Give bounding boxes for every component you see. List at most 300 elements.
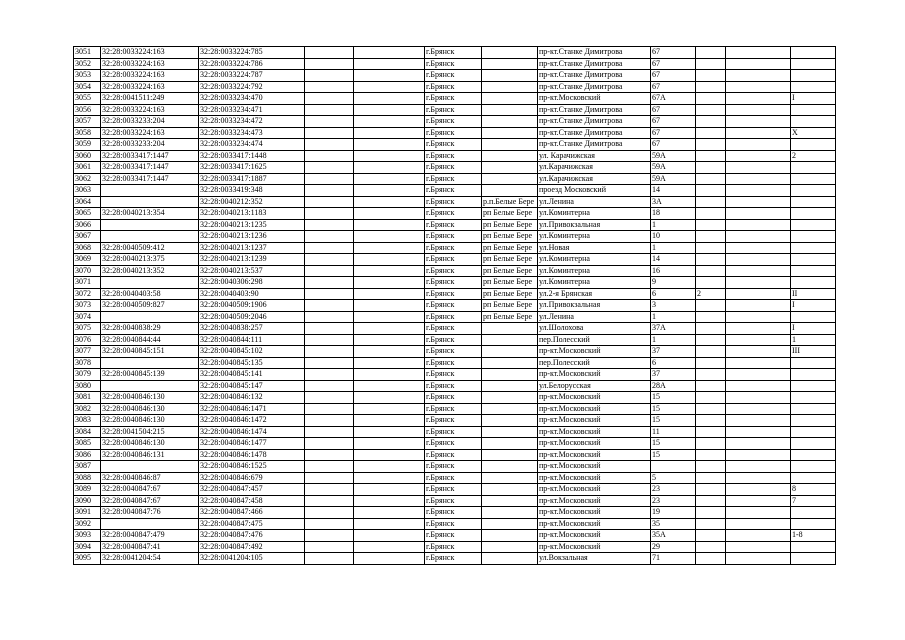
- cell-flat: III: [791, 346, 836, 358]
- cell-city: г.Брянск: [425, 254, 482, 266]
- cell-num: 3054: [74, 81, 101, 93]
- table-row: [74, 472, 836, 484]
- cell-cadastral: 32:28:0040213:1237: [199, 242, 305, 254]
- cell-parent: 32:28:0040847:67: [101, 484, 199, 496]
- cell-num: 3071: [74, 277, 101, 289]
- cell-cadastral: 32:28:0040845:135: [199, 357, 305, 369]
- cell-c5: [354, 380, 425, 392]
- cell-c11: [726, 426, 791, 438]
- table-row: [74, 323, 836, 335]
- cell-cadastral: 32:28:0040846:679: [199, 472, 305, 484]
- table-row: [74, 93, 836, 105]
- cell-cadastral: 32:28:0040847:476: [199, 530, 305, 542]
- cell-c4: [305, 150, 354, 162]
- cell-city: г.Брянск: [425, 70, 482, 82]
- cell-parent: 32:28:0040846:87: [101, 472, 199, 484]
- cell-c10: [696, 311, 726, 323]
- cell-c4: [305, 426, 354, 438]
- cell-city: г.Брянск: [425, 58, 482, 70]
- table-row: [74, 311, 836, 323]
- cell-city: г.Брянск: [425, 242, 482, 254]
- cell-c11: [726, 403, 791, 415]
- cell-num: 3076: [74, 334, 101, 346]
- cell-c10: [696, 162, 726, 174]
- cell-house: 35А: [651, 530, 696, 542]
- cell-c11: [726, 415, 791, 427]
- cell-c5: [354, 277, 425, 289]
- cell-c5: [354, 346, 425, 358]
- cell-locality: [482, 461, 538, 473]
- cell-locality: [482, 484, 538, 496]
- cell-c4: [305, 334, 354, 346]
- cell-parent: 32:28:0033224:163: [101, 81, 199, 93]
- cell-c10: [696, 484, 726, 496]
- cell-locality: р.п.Белые Бере: [482, 196, 538, 208]
- cell-c10: [696, 357, 726, 369]
- cell-cadastral: 32:28:0033419:348: [199, 185, 305, 197]
- cell-house: 29: [651, 541, 696, 553]
- cell-c4: [305, 219, 354, 231]
- cell-locality: [482, 507, 538, 519]
- cell-c10: [696, 323, 726, 335]
- table-row: [74, 438, 836, 450]
- table-row: [74, 357, 836, 369]
- cell-flat: [791, 47, 836, 59]
- cell-c11: [726, 93, 791, 105]
- cell-cadastral: 32:28:0040844:111: [199, 334, 305, 346]
- cell-c10: [696, 507, 726, 519]
- cell-c11: [726, 392, 791, 404]
- cell-c11: [726, 277, 791, 289]
- cell-c5: [354, 541, 425, 553]
- table-row: [74, 288, 836, 300]
- cell-city: г.Брянск: [425, 334, 482, 346]
- cell-c10: [696, 242, 726, 254]
- cell-city: г.Брянск: [425, 484, 482, 496]
- cell-c5: [354, 58, 425, 70]
- cell-house: 59А: [651, 173, 696, 185]
- cell-cadastral: 32:28:0033224:792: [199, 81, 305, 93]
- cell-city: г.Брянск: [425, 357, 482, 369]
- cell-parent: 32:28:0041511:249: [101, 93, 199, 105]
- cell-house: 59А: [651, 162, 696, 174]
- cell-cadastral: 32:28:0033234:472: [199, 116, 305, 128]
- cell-c11: [726, 116, 791, 128]
- cell-c10: [696, 403, 726, 415]
- cell-cadastral: 32:28:0040213:1183: [199, 208, 305, 220]
- cell-cadastral: 32:28:0040846:132: [199, 392, 305, 404]
- cell-street: пр-кт.Московский: [538, 93, 651, 105]
- cell-c4: [305, 541, 354, 553]
- table-row: [74, 334, 836, 346]
- cell-c10: [696, 196, 726, 208]
- cell-city: г.Брянск: [425, 403, 482, 415]
- cell-c5: [354, 507, 425, 519]
- cell-c4: [305, 518, 354, 530]
- cell-c4: [305, 380, 354, 392]
- cell-flat: [791, 311, 836, 323]
- cell-num: 3069: [74, 254, 101, 266]
- cell-c5: [354, 461, 425, 473]
- cell-c11: [726, 346, 791, 358]
- cell-c4: [305, 461, 354, 473]
- cell-flat: II: [791, 288, 836, 300]
- cell-parent: [101, 231, 199, 243]
- cell-cadastral: 32:28:0033224:787: [199, 70, 305, 82]
- cell-house: 15: [651, 449, 696, 461]
- cell-locality: рп Белые Бере: [482, 242, 538, 254]
- cell-c10: [696, 472, 726, 484]
- cell-locality: [482, 449, 538, 461]
- cell-num: 3093: [74, 530, 101, 542]
- cell-c11: [726, 484, 791, 496]
- cell-parent: 32:28:0040509:827: [101, 300, 199, 312]
- cell-city: г.Брянск: [425, 277, 482, 289]
- cell-num: 3095: [74, 553, 101, 565]
- cell-locality: [482, 530, 538, 542]
- cell-city: г.Брянск: [425, 380, 482, 392]
- cell-c5: [354, 219, 425, 231]
- cell-parent: 32:28:0040403:58: [101, 288, 199, 300]
- cell-c11: [726, 254, 791, 266]
- cell-c10: [696, 116, 726, 128]
- cell-street: пр-кт.Станке Димитрова: [538, 116, 651, 128]
- cell-c5: [354, 334, 425, 346]
- cell-locality: [482, 472, 538, 484]
- cell-c4: [305, 357, 354, 369]
- cell-flat: [791, 369, 836, 381]
- cell-num: 3082: [74, 403, 101, 415]
- cell-street: проезд Московский: [538, 185, 651, 197]
- table-row: [74, 518, 836, 530]
- cell-parent: 32:28:0040838:29: [101, 323, 199, 335]
- table-row: [74, 495, 836, 507]
- cell-c11: [726, 162, 791, 174]
- cell-street: ул.Коминтерна: [538, 208, 651, 220]
- cell-num: 3070: [74, 265, 101, 277]
- cell-house: 23: [651, 484, 696, 496]
- cell-locality: [482, 81, 538, 93]
- cell-c11: [726, 219, 791, 231]
- cell-num: 3080: [74, 380, 101, 392]
- cell-house: 16: [651, 265, 696, 277]
- cell-num: 3088: [74, 472, 101, 484]
- cell-house: 67: [651, 47, 696, 59]
- cell-locality: рп Белые Бере: [482, 208, 538, 220]
- cell-flat: [791, 403, 836, 415]
- cell-house: 3А: [651, 196, 696, 208]
- cell-c10: 2: [696, 288, 726, 300]
- cell-c10: [696, 334, 726, 346]
- cell-c11: [726, 380, 791, 392]
- cell-c10: [696, 231, 726, 243]
- cell-c5: [354, 242, 425, 254]
- cell-house: 28А: [651, 380, 696, 392]
- cell-locality: [482, 495, 538, 507]
- cell-flat: 1-8: [791, 530, 836, 542]
- cell-street: пр-кт.Московский: [538, 346, 651, 358]
- cell-num: 3061: [74, 162, 101, 174]
- cell-street: пр-кт.Московский: [538, 484, 651, 496]
- cell-house: 1: [651, 242, 696, 254]
- cell-cadastral: 32:28:0040847:458: [199, 495, 305, 507]
- cell-num: 3074: [74, 311, 101, 323]
- cell-street: ул.Вокзальная: [538, 553, 651, 565]
- cell-c11: [726, 58, 791, 70]
- table-row: [74, 277, 836, 289]
- table-row: [74, 185, 836, 197]
- cell-city: г.Брянск: [425, 150, 482, 162]
- cell-flat: I: [791, 93, 836, 105]
- table-row: [74, 231, 836, 243]
- cell-parent: 32:28:0033417:1447: [101, 150, 199, 162]
- cell-cadastral: 32:28:0041204:105: [199, 553, 305, 565]
- cell-num: 3068: [74, 242, 101, 254]
- cell-house: 1: [651, 311, 696, 323]
- cell-c10: [696, 277, 726, 289]
- cell-c11: [726, 288, 791, 300]
- table-row: [74, 208, 836, 220]
- cell-parent: 32:28:0040847:67: [101, 495, 199, 507]
- cell-c10: [696, 553, 726, 565]
- cell-c4: [305, 403, 354, 415]
- cell-num: 3060: [74, 150, 101, 162]
- cell-c4: [305, 530, 354, 542]
- cell-parent: 32:28:0040213:354: [101, 208, 199, 220]
- cell-cadastral: 32:28:0040306:298: [199, 277, 305, 289]
- cell-c11: [726, 104, 791, 116]
- cell-num: 3064: [74, 196, 101, 208]
- cell-cadastral: 32:28:0040213:1235: [199, 219, 305, 231]
- cell-cadastral: 32:28:0040845:102: [199, 346, 305, 358]
- cell-parent: 32:28:0040847:479: [101, 530, 199, 542]
- cell-locality: [482, 334, 538, 346]
- cell-c4: [305, 392, 354, 404]
- cell-locality: [482, 185, 538, 197]
- cell-house: 19: [651, 507, 696, 519]
- cell-c4: [305, 277, 354, 289]
- cell-flat: 7: [791, 495, 836, 507]
- table-row: [74, 403, 836, 415]
- table-row: [74, 162, 836, 174]
- cell-street: пр-кт.Московский: [538, 369, 651, 381]
- cell-locality: [482, 553, 538, 565]
- cell-c11: [726, 208, 791, 220]
- cell-parent: 32:28:0033224:163: [101, 70, 199, 82]
- cell-locality: рп Белые Бере: [482, 231, 538, 243]
- cell-locality: [482, 162, 538, 174]
- cell-street: пр-кт.Станке Димитрова: [538, 139, 651, 151]
- cell-c10: [696, 438, 726, 450]
- cell-num: 3053: [74, 70, 101, 82]
- cell-house: 67: [651, 139, 696, 151]
- cell-num: 3058: [74, 127, 101, 139]
- cell-cadastral: 32:28:0040847:466: [199, 507, 305, 519]
- cell-c5: [354, 70, 425, 82]
- cell-street: ул.Привокзальная: [538, 219, 651, 231]
- cell-street: ул.Карачижская: [538, 173, 651, 185]
- cell-house: 67: [651, 127, 696, 139]
- cell-c4: [305, 81, 354, 93]
- cell-cadastral: 32:28:0040509:2046: [199, 311, 305, 323]
- cell-house: 6: [651, 357, 696, 369]
- table-row: [74, 70, 836, 82]
- cell-c5: [354, 81, 425, 93]
- cell-locality: рп Белые Бере: [482, 277, 538, 289]
- cell-city: г.Брянск: [425, 507, 482, 519]
- cell-num: 3075: [74, 323, 101, 335]
- cell-city: г.Брянск: [425, 541, 482, 553]
- cell-locality: [482, 150, 538, 162]
- cell-city: г.Брянск: [425, 518, 482, 530]
- cell-flat: [791, 438, 836, 450]
- cell-house: 5: [651, 472, 696, 484]
- cell-cadastral: 32:28:0040846:1525: [199, 461, 305, 473]
- cell-c10: [696, 449, 726, 461]
- cell-c11: [726, 553, 791, 565]
- cell-parent: [101, 461, 199, 473]
- cell-c11: [726, 530, 791, 542]
- cell-c5: [354, 127, 425, 139]
- cell-flat: [791, 461, 836, 473]
- table-row: [74, 127, 836, 139]
- cell-flat: [791, 58, 836, 70]
- cell-street: ул.Коминтерна: [538, 265, 651, 277]
- cell-c4: [305, 495, 354, 507]
- cell-street: пр-кт.Московский: [538, 426, 651, 438]
- cell-city: г.Брянск: [425, 47, 482, 59]
- cell-c10: [696, 219, 726, 231]
- cell-house: 23: [651, 495, 696, 507]
- cell-street: ул.Шолохова: [538, 323, 651, 335]
- cell-flat: [791, 426, 836, 438]
- cell-locality: [482, 380, 538, 392]
- cell-locality: рп Белые Бере: [482, 288, 538, 300]
- cell-house: 67: [651, 116, 696, 128]
- cell-locality: [482, 58, 538, 70]
- table-row: [74, 461, 836, 473]
- cell-city: г.Брянск: [425, 369, 482, 381]
- cell-locality: рп Белые Бере: [482, 311, 538, 323]
- table-row: [74, 530, 836, 542]
- table-row: [74, 242, 836, 254]
- cell-house: [651, 461, 696, 473]
- cell-parent: 32:28:0033417:1447: [101, 162, 199, 174]
- cell-c4: [305, 311, 354, 323]
- cell-c4: [305, 139, 354, 151]
- cell-flat: [791, 415, 836, 427]
- table-row: [74, 300, 836, 312]
- cell-locality: рп Белые Бере: [482, 265, 538, 277]
- cell-flat: [791, 162, 836, 174]
- cell-c11: [726, 507, 791, 519]
- cell-locality: [482, 518, 538, 530]
- cell-locality: [482, 93, 538, 105]
- cell-num: 3083: [74, 415, 101, 427]
- cell-street: пр-кт.Московский: [538, 507, 651, 519]
- cell-c5: [354, 415, 425, 427]
- cell-c10: [696, 70, 726, 82]
- cell-parent: [101, 311, 199, 323]
- cell-locality: [482, 357, 538, 369]
- cell-street: пр-кт.Станке Димитрова: [538, 70, 651, 82]
- cell-c5: [354, 104, 425, 116]
- cell-cadastral: 32:28:0040213:1236: [199, 231, 305, 243]
- cell-house: 18: [651, 208, 696, 220]
- cell-street: пр-кт.Станке Димитрова: [538, 127, 651, 139]
- cell-flat: [791, 116, 836, 128]
- cell-c10: [696, 392, 726, 404]
- cell-cadastral: 32:28:0040403:90: [199, 288, 305, 300]
- cell-c10: [696, 150, 726, 162]
- cell-locality: [482, 173, 538, 185]
- cell-c10: [696, 93, 726, 105]
- cell-house: 3: [651, 300, 696, 312]
- cell-city: г.Брянск: [425, 323, 482, 335]
- cell-c5: [354, 484, 425, 496]
- cell-cadastral: 32:28:0033234:473: [199, 127, 305, 139]
- cell-c11: [726, 495, 791, 507]
- cell-parent: 32:28:0041204:54: [101, 553, 199, 565]
- cell-c4: [305, 104, 354, 116]
- cell-parent: 32:28:0040846:130: [101, 403, 199, 415]
- cell-city: г.Брянск: [425, 426, 482, 438]
- cell-num: 3079: [74, 369, 101, 381]
- cell-city: г.Брянск: [425, 208, 482, 220]
- cell-c11: [726, 196, 791, 208]
- cell-house: 67: [651, 58, 696, 70]
- cell-cadastral: 32:28:0040845:141: [199, 369, 305, 381]
- cell-parent: 32:28:0033233:204: [101, 139, 199, 151]
- table-body: [74, 47, 836, 565]
- cell-c4: [305, 323, 354, 335]
- cell-c10: [696, 173, 726, 185]
- cell-street: пр-кт.Московский: [538, 449, 651, 461]
- table-row: [74, 58, 836, 70]
- cell-c11: [726, 185, 791, 197]
- cell-c5: [354, 323, 425, 335]
- cell-street: ул.Карачижская: [538, 162, 651, 174]
- cell-house: 15: [651, 392, 696, 404]
- cell-flat: [791, 553, 836, 565]
- cell-num: 3062: [74, 173, 101, 185]
- cell-street: ул.Ленина: [538, 311, 651, 323]
- cell-c11: [726, 518, 791, 530]
- cell-c5: [354, 426, 425, 438]
- cell-parent: 32:28:0040509:412: [101, 242, 199, 254]
- cell-num: 3090: [74, 495, 101, 507]
- cell-flat: I: [791, 323, 836, 335]
- cell-c11: [726, 127, 791, 139]
- cell-parent: [101, 185, 199, 197]
- cell-c5: [354, 196, 425, 208]
- cell-c10: [696, 541, 726, 553]
- cell-cadastral: 32:28:0040846:1472: [199, 415, 305, 427]
- cell-city: г.Брянск: [425, 288, 482, 300]
- cell-street: пр-кт.Московский: [538, 403, 651, 415]
- cell-house: 14: [651, 254, 696, 266]
- cell-num: 3063: [74, 185, 101, 197]
- cell-c4: [305, 438, 354, 450]
- cell-num: 3077: [74, 346, 101, 358]
- table-row: [74, 426, 836, 438]
- cell-street: пр-кт.Станке Димитрова: [538, 58, 651, 70]
- cell-parent: 32:28:0040846:130: [101, 438, 199, 450]
- cell-parent: [101, 277, 199, 289]
- cell-c4: [305, 254, 354, 266]
- cell-parent: 32:28:0040846:130: [101, 415, 199, 427]
- cell-house: 1: [651, 334, 696, 346]
